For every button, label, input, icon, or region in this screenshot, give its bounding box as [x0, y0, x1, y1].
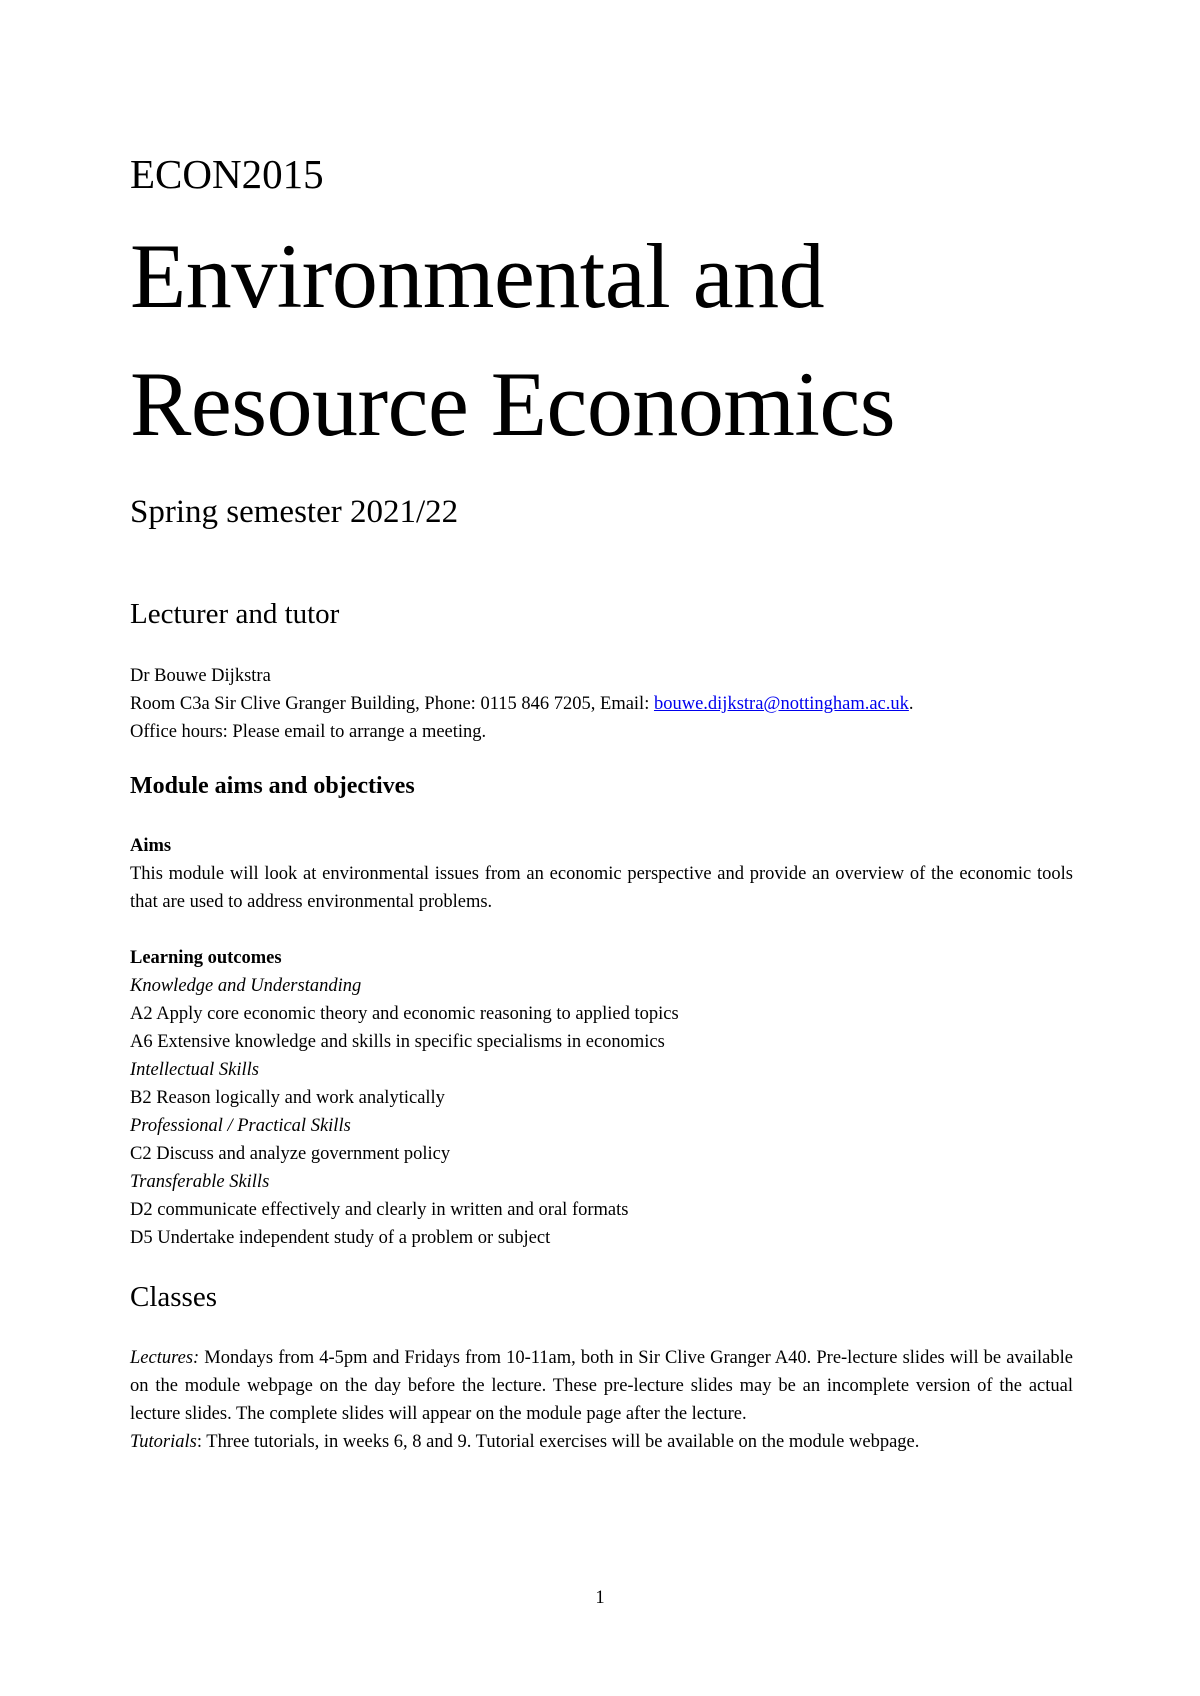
aims-text: This module will look at environmental issues from an economic perspective and provide an overview of the economic tools that are used to address environmental problems. [130, 864, 1073, 912]
lectures-text: Mondays from 4-5pm and Fridays from 10-11am, both in Sir Clive Granger A40. Pre-lecture slides will be available on the module webpage on the day before the lecture. These pre-lecture slides may be an incomplete version of the actual lecture slides. The complete slides will appear on the module page after the lecture. [130, 1348, 1073, 1424]
aims-heading: Aims [130, 836, 172, 856]
lectures-label: Lectures: [130, 1348, 200, 1368]
outcome-item: Knowledge and Understanding [130, 976, 362, 996]
email-link[interactable]: bouwe.dijkstra@nottingham.ac.uk [653, 694, 909, 714]
outcome-item: B2 Reason logically and work analytically [130, 1088, 445, 1108]
page-title [130, 212, 1073, 468]
outcome-item: Transferable Skills [130, 1172, 270, 1192]
title-line-2: Resource Economics [130, 353, 896, 455]
outcomes-list [130, 972, 1073, 1252]
outcome-item: D2 communicate effectively and clearly in written and oral formats [130, 1200, 629, 1220]
outcome-item: A2 Apply core economic theory and economic reasoning to applied topics [130, 1004, 679, 1024]
office-hours: Office hours: Please email to arrange a meeting. [130, 722, 487, 742]
module-heading: Module aims and objectives [130, 773, 415, 799]
outcome-item: D5 Undertake independent study of a problem or subject [130, 1228, 551, 1248]
contact-suffix: . [908, 694, 914, 714]
lectures-paragraph [130, 1344, 1073, 1428]
lecturer-heading: Lecturer and tutor [130, 598, 340, 630]
lecturer-details [130, 662, 1073, 746]
tutorials-paragraph [130, 1428, 1073, 1456]
outcome-item: Intellectual Skills [130, 1060, 259, 1080]
lecturer-name: Dr Bouwe Dijkstra [130, 666, 271, 686]
classes-heading: Classes [130, 1281, 217, 1313]
outcomes-heading: Learning outcomes [130, 948, 282, 968]
outcome-item: A6 Extensive knowledge and skills in specific specialisms in economics [130, 1032, 665, 1052]
semester-subtitle: Spring semester 2021/22 [130, 494, 459, 530]
page-number: 1 [595, 1588, 605, 1608]
title-line-1: Environmental and [130, 225, 825, 327]
classes-details [130, 1344, 1073, 1456]
course-code: ECON2015 [130, 151, 324, 197]
lecturer-contact [130, 690, 1073, 718]
page-content [130, 148, 1073, 1456]
tutorials-text: : Three tutorials, in weeks 6, 8 and 9. Tutorial exercises will be available on the module webpage. [196, 1432, 920, 1452]
tutorials-label: Tutorials [130, 1432, 197, 1452]
outcome-item: C2 Discuss and analyze government policy [130, 1144, 451, 1164]
contact-text: Room C3a Sir Clive Granger Building, Phone: 0115 846 7205, Email: [130, 694, 654, 714]
outcome-item: Professional / Practical Skills [130, 1116, 351, 1136]
